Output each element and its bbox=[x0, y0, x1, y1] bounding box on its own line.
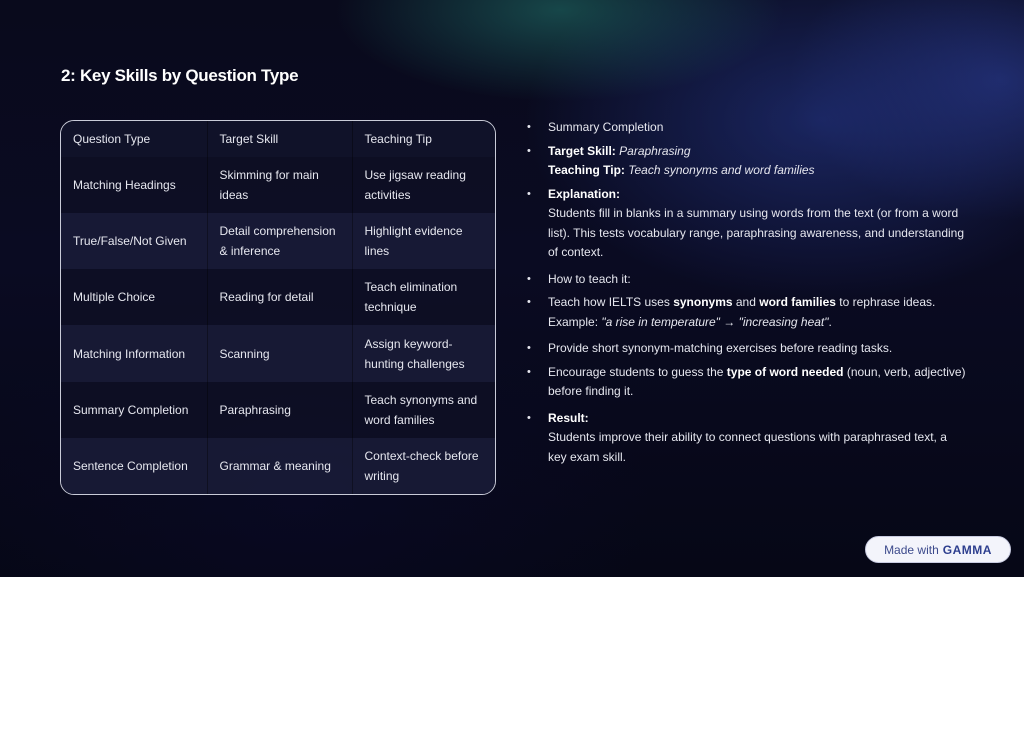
cell-target-skill: Reading for detail bbox=[207, 269, 352, 325]
cell-teaching-tip: Assign keyword-hunting challenges bbox=[352, 325, 495, 381]
slide-title: 2: Key Skills by Question Type bbox=[61, 66, 299, 85]
cell-teaching-tip: Context-check before writing bbox=[352, 438, 495, 494]
list-item bbox=[527, 142, 967, 181]
cell-teaching-tip: Teach synonyms and word families bbox=[352, 382, 495, 438]
table-row bbox=[61, 157, 495, 213]
cell-target-skill: Grammar & meaning bbox=[207, 438, 352, 494]
header-teaching-tip: Teaching Tip bbox=[352, 121, 495, 157]
list-item bbox=[527, 293, 967, 332]
how-step-2: Provide short synonym-matching exercises before reading tasks. bbox=[548, 341, 893, 355]
cell-question-type: True/False/Not Given bbox=[61, 213, 207, 269]
cell-teaching-tip: Teach elimination technique bbox=[352, 269, 495, 325]
word-families-term: word families bbox=[759, 295, 836, 309]
target-skill-value: Paraphrasing bbox=[619, 143, 691, 158]
synonyms-term: synonyms bbox=[673, 295, 733, 309]
how-step-3-text: Encourage students to guess the bbox=[548, 364, 727, 379]
example-label: Example: bbox=[548, 314, 602, 329]
badge-prefix: Made with bbox=[884, 542, 939, 557]
word-type-term: type of word needed bbox=[726, 364, 844, 379]
details-panel bbox=[527, 118, 967, 471]
bullet-icon: • bbox=[527, 411, 531, 424]
table-row bbox=[61, 269, 495, 325]
cell-target-skill: Skimming for main ideas bbox=[207, 157, 352, 213]
gamma-logo: GAMMA bbox=[942, 542, 992, 557]
table-row bbox=[61, 438, 495, 494]
made-with-gamma-badge[interactable] bbox=[865, 536, 1011, 563]
list-item bbox=[527, 118, 967, 138]
example-end: . bbox=[828, 314, 832, 329]
explanation-label: Explanation: bbox=[548, 186, 621, 201]
arrow-icon: → bbox=[719, 314, 739, 329]
header-question-type: Question Type bbox=[61, 121, 207, 157]
target-skill-label: Target Skill: bbox=[548, 143, 616, 158]
table-row bbox=[61, 325, 495, 381]
how-to-teach-label: How to teach it: bbox=[548, 271, 631, 286]
header-target-skill: Target Skill bbox=[207, 121, 352, 157]
bullet-icon: • bbox=[527, 342, 531, 354]
bullet-icon: • bbox=[527, 144, 531, 157]
how-step-1-end: to rephrase ideas. bbox=[835, 295, 936, 309]
cell-question-type: Matching Headings bbox=[61, 157, 207, 213]
bullet-icon: • bbox=[527, 296, 531, 308]
list-item bbox=[527, 409, 967, 468]
example-source: "a rise in temperature" bbox=[601, 314, 720, 329]
cell-target-skill: Paraphrasing bbox=[207, 382, 352, 438]
bullet-icon: • bbox=[527, 121, 531, 133]
cell-question-type: Matching Information bbox=[61, 325, 207, 381]
list-item bbox=[527, 339, 967, 359]
cell-question-type: Summary Completion bbox=[61, 382, 207, 438]
bullet-icon: • bbox=[527, 187, 531, 200]
bullet-icon: • bbox=[527, 365, 531, 378]
list-item bbox=[527, 270, 967, 290]
teaching-tip-value: Teach synonyms and word families bbox=[628, 163, 815, 177]
cell-target-skill: Detail comprehension & inference bbox=[207, 213, 352, 269]
cell-question-type: Multiple Choice bbox=[61, 269, 207, 325]
how-step-3-end: (noun, verb, adjective) before finding it. bbox=[548, 364, 966, 398]
cell-teaching-tip: Highlight evidence lines bbox=[352, 213, 495, 269]
explanation-text: Students fill in blanks in a summary using words from the text (or from a word list). This tests vocabulary range, paraphrasing awareness, and understanding of context. bbox=[548, 206, 965, 259]
cell-question-type: Sentence Completion bbox=[61, 438, 207, 494]
details-heading: Summary Completion bbox=[548, 120, 664, 134]
cell-target-skill: Scanning bbox=[207, 325, 352, 381]
list-item bbox=[527, 185, 967, 263]
table-row bbox=[61, 213, 495, 269]
cell-teaching-tip: Use jigsaw reading activities bbox=[352, 157, 495, 213]
how-step-1-text: Teach how IELTS uses bbox=[548, 295, 674, 309]
skills-table bbox=[60, 120, 496, 495]
list-item bbox=[527, 363, 967, 402]
skills-table-grid bbox=[61, 121, 495, 494]
result-text: Students improve their ability to connect questions with paraphrased text, a key exam skill. bbox=[548, 430, 947, 464]
bullet-icon: • bbox=[527, 272, 531, 285]
example-target: "increasing heat" bbox=[738, 314, 829, 329]
how-step-1-joiner: and bbox=[732, 295, 760, 309]
table-row bbox=[61, 382, 495, 438]
table-header-row bbox=[61, 121, 495, 157]
result-label: Result: bbox=[548, 410, 589, 425]
teaching-tip-label: Teaching Tip: bbox=[548, 163, 625, 177]
